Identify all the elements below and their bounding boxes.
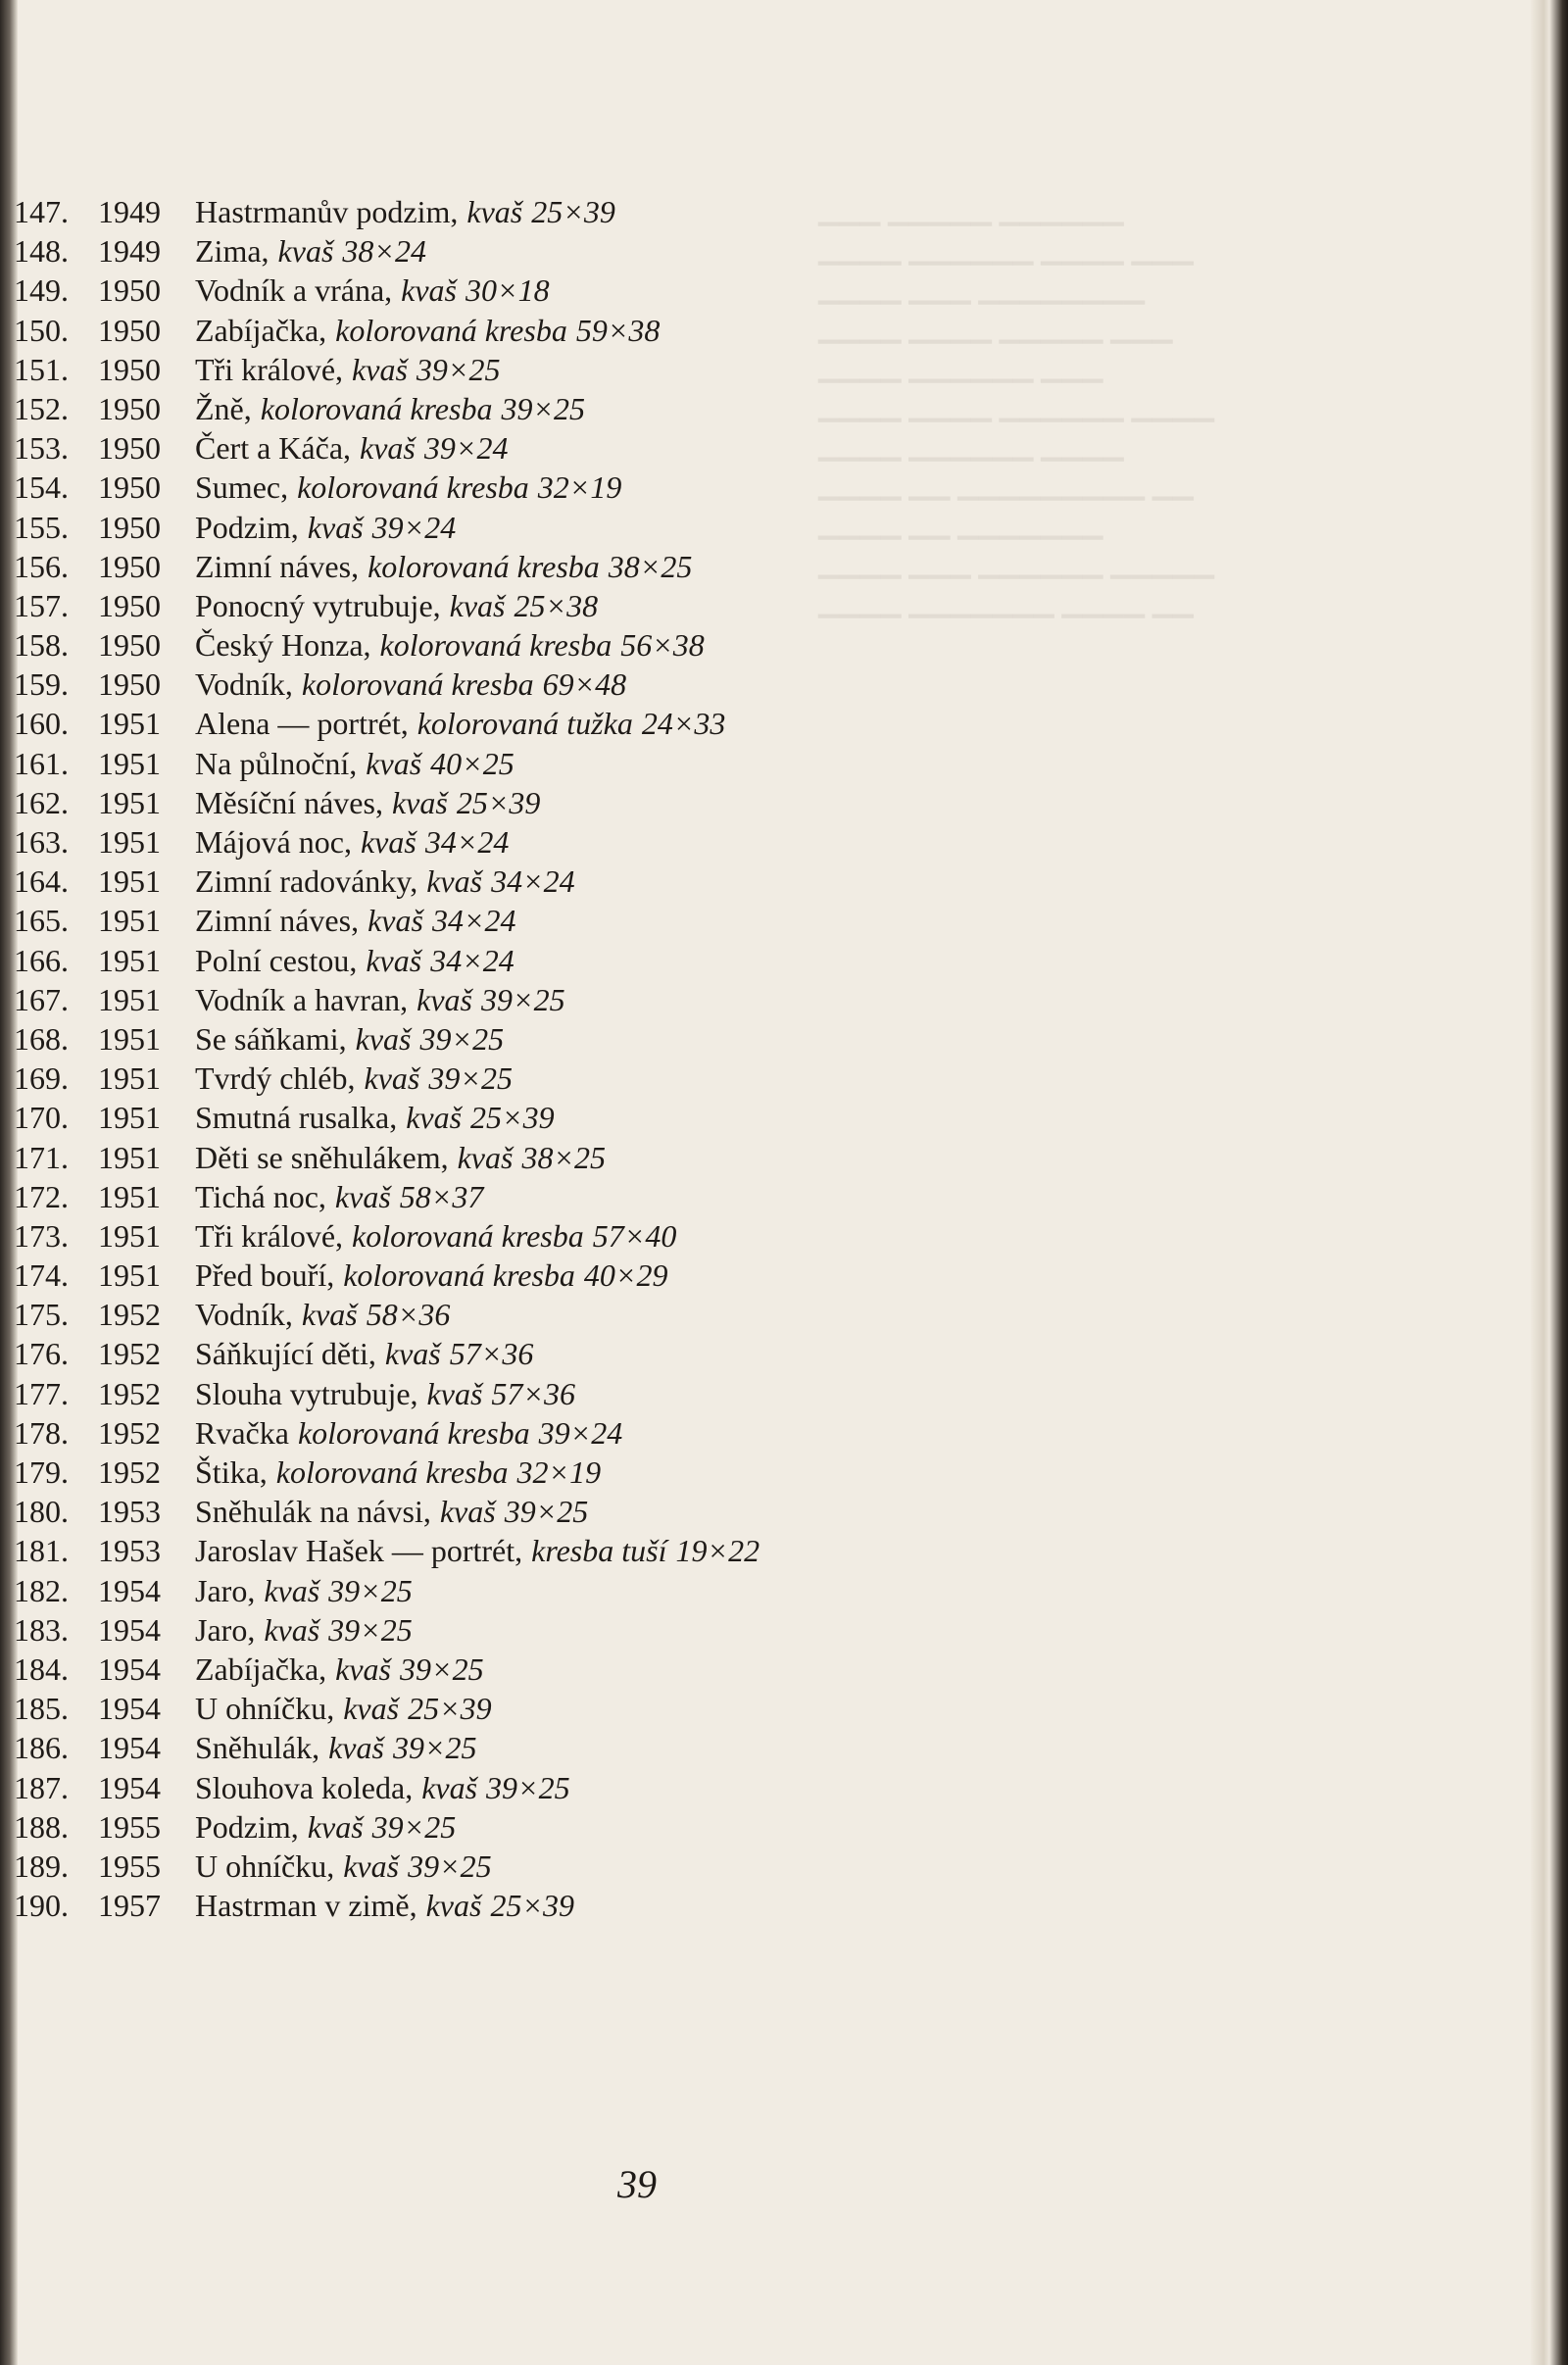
catalogue-entry: [14, 1888, 994, 1927]
entry-number: 189.: [14, 1848, 69, 1884]
entry-number: 152.: [14, 390, 69, 426]
entry-number: 151.: [14, 351, 69, 387]
entry-year: 1950: [98, 627, 161, 664]
entry-number: 177.: [14, 1375, 69, 1411]
entry-title: Vodník a havran,: [195, 981, 409, 1017]
entry-year: 1952: [98, 1414, 161, 1451]
entry-title: Jaro,: [195, 1572, 256, 1608]
entry-dimensions: 39×25: [481, 981, 565, 1017]
entry-number: 173.: [14, 1217, 69, 1254]
entry-year: 1949: [98, 194, 161, 229]
entry-number: 169.: [14, 1060, 69, 1097]
entry-technique: kvaš: [426, 1375, 483, 1411]
entry-year: 1951: [98, 1139, 161, 1175]
entry-title: Se sáňkami,: [195, 1020, 347, 1057]
entry-technique: kvaš: [391, 784, 448, 820]
entry-dimensions: 25×39: [490, 1888, 575, 1924]
catalogue-entry: [14, 352, 994, 391]
catalogue-entry: [14, 1691, 994, 1730]
entry-year: 1955: [98, 1808, 161, 1845]
entry-dimensions: 19×22: [675, 1533, 760, 1569]
entry-title: Podzim,: [195, 1808, 299, 1845]
entry-number: 181.: [14, 1533, 69, 1569]
page-number: 39: [617, 2162, 657, 2206]
entry-title: Měsíční náves,: [195, 784, 383, 820]
entry-year: 1951: [98, 942, 161, 978]
entry-number: 170.: [14, 1100, 69, 1136]
entry-year: 1954: [98, 1651, 161, 1687]
catalogue-entry: [14, 194, 994, 233]
entry-number: 157.: [14, 587, 69, 623]
catalogue-entry: [14, 1218, 994, 1257]
catalogue-entry: [14, 863, 994, 903]
entry-year: 1952: [98, 1336, 161, 1372]
entry-technique: kvaš: [366, 745, 422, 781]
entry-number: 175.: [14, 1297, 69, 1333]
entry-number: 182.: [14, 1572, 69, 1608]
entry-number: 155.: [14, 509, 69, 545]
entry-number: 149.: [14, 272, 69, 309]
catalogue-entry: [14, 233, 994, 272]
catalogue-entry: [14, 1100, 994, 1139]
entry-year: 1951: [98, 903, 161, 939]
entry-title: Alena — portrét,: [195, 706, 409, 742]
entry-title: Sněhulák na návsi,: [195, 1494, 431, 1530]
entry-title: Ponocný vytrubuje,: [195, 587, 441, 623]
entry-title: Žně,: [195, 390, 252, 426]
catalogue-entry: [14, 1573, 994, 1612]
entry-technique: kvaš: [264, 1611, 320, 1648]
entry-title: Tři králové,: [195, 1217, 344, 1254]
entry-year: 1951: [98, 981, 161, 1017]
entry-dimensions: 39×25: [486, 1769, 570, 1805]
entry-year: 1950: [98, 351, 161, 387]
entry-technique: kolorovaná kresba: [275, 1454, 509, 1490]
entry-year: 1957: [98, 1888, 161, 1924]
entry-title: Zima,: [195, 233, 270, 270]
entry-year: 1950: [98, 469, 161, 506]
catalogue-entry: [14, 627, 994, 666]
entry-number: 162.: [14, 784, 69, 820]
catalogue-entry: [14, 510, 994, 549]
entry-technique: kvaš: [335, 1651, 391, 1687]
catalogue-entry: [14, 1848, 994, 1888]
entry-technique: kvaš: [426, 863, 483, 900]
entry-title: U ohníčku,: [195, 1691, 335, 1727]
entry-dimensions: 38×25: [608, 548, 693, 584]
entry-year: 1950: [98, 666, 161, 703]
entry-title: Slouhova koleda,: [195, 1769, 414, 1805]
entry-year: 1950: [98, 312, 161, 348]
catalogue-entry: [14, 1297, 994, 1336]
entry-year: 1954: [98, 1769, 161, 1805]
catalogue-entry: [14, 430, 994, 469]
entry-technique: kvaš: [366, 942, 422, 978]
entry-year: 1951: [98, 1100, 161, 1136]
entry-technique: kvaš: [277, 233, 334, 270]
entry-number: 161.: [14, 745, 69, 781]
entry-technique: kvaš: [360, 430, 416, 467]
catalogue-entry: [14, 391, 994, 430]
entry-title: Tichá noc,: [195, 1178, 326, 1214]
entry-year: 1952: [98, 1297, 161, 1333]
catalogue-entry: [14, 666, 994, 706]
entry-title: Na půlnoční,: [195, 745, 358, 781]
entry-number: 148.: [14, 233, 69, 270]
entry-technique: kvaš: [360, 824, 416, 860]
entry-title: Jaro,: [195, 1611, 256, 1648]
entry-technique: kolorovaná tužka: [416, 706, 633, 742]
catalogue-entry: [14, 1179, 994, 1218]
catalogue-entry: [14, 1730, 994, 1769]
entry-title: Zabíjačka,: [195, 312, 327, 348]
entry-number: 184.: [14, 1651, 69, 1687]
catalogue-entry: [14, 1494, 994, 1533]
entry-year: 1952: [98, 1375, 161, 1411]
entry-number: 176.: [14, 1336, 69, 1372]
entry-title: Májová noc,: [195, 824, 352, 860]
entry-technique: kvaš: [352, 351, 408, 387]
entry-dimensions: 39×24: [423, 430, 509, 467]
catalogue-entry: [14, 1021, 994, 1060]
catalogue-entry: [14, 785, 994, 824]
catalogue-entry: [14, 1612, 994, 1651]
entry-title: Děti se sněhulákem,: [195, 1139, 449, 1175]
entry-dimensions: 39×25: [419, 1020, 505, 1057]
entry-dimensions: 34×24: [424, 824, 510, 860]
entry-title: Hastrman v zimě,: [195, 1888, 417, 1924]
entry-number: 167.: [14, 981, 69, 1017]
entry-dimensions: 59×38: [575, 312, 661, 348]
entry-year: 1951: [98, 1020, 161, 1057]
entry-year: 1951: [98, 1178, 161, 1214]
catalogue-entry: [14, 1454, 994, 1494]
entry-technique: kolorovaná kresba: [335, 312, 567, 348]
entry-technique: kvaš: [334, 1178, 391, 1214]
entry-number: 165.: [14, 903, 69, 939]
catalogue-entry: [14, 1376, 994, 1415]
page-edge-shadow: [1531, 0, 1568, 2365]
entry-year: 1949: [98, 233, 161, 270]
entry-number: 150.: [14, 312, 69, 348]
entry-year: 1953: [98, 1494, 161, 1530]
entry-technique: kvaš: [416, 981, 472, 1017]
show-through-texture: ▁▁▁ ▁▁▁▁▁ ▁▁▁▁▁▁ ▁▁▁▁ ▁▁▁▁▁▁ ▁▁▁▁ ▁▁▁ ▁▁▁▁ ▁▁▁ ▁▁▁▁▁▁▁▁ ▁▁▁▁ ▁▁▁▁ ▁▁▁▁▁ ▁▁▁ ▁▁▁▁ ▁▁▁▁▁▁ ▁▁▁ ▁▁▁▁ ▁▁▁▁ ▁▁▁▁▁▁ ▁▁▁▁ ▁▁▁▁ ▁▁▁▁▁▁ ▁▁▁▁ ▁▁▁▁ ▁▁ ▁▁▁▁▁▁▁▁▁ ▁▁ ▁▁▁▁ ▁▁ ▁▁▁▁▁▁▁ ▁▁▁▁ ▁▁▁ ▁▁▁▁▁▁ ▁▁▁▁▁ ▁▁▁▁ ▁▁▁▁▁▁▁ ▁▁▁▁ ▁▁: [818, 196, 1215, 617]
entry-number: 188.: [14, 1808, 69, 1845]
entry-dimensions: 30×18: [466, 272, 550, 309]
entry-dimensions: 25×39: [456, 784, 541, 820]
entry-year: 1950: [98, 509, 161, 545]
entry-year: 1954: [98, 1611, 161, 1648]
entry-year: 1950: [98, 390, 161, 426]
catalogue-entry: [14, 1651, 994, 1691]
entry-year: 1951: [98, 706, 161, 742]
entry-technique: kvaš: [457, 1139, 514, 1175]
catalogue-entry: [14, 824, 994, 863]
entry-dimensions: 32×19: [537, 469, 622, 506]
catalogue-entry: [14, 1257, 994, 1297]
entry-dimensions: 58×36: [366, 1297, 451, 1333]
entry-dimensions: 24×33: [641, 706, 726, 742]
entry-technique: kolorovaná kresba: [343, 1257, 575, 1294]
entry-title: Zabíjačka,: [195, 1651, 327, 1687]
entry-technique: kvaš: [466, 194, 523, 229]
entry-title: Vodník,: [195, 666, 293, 703]
entry-title: Sněhulák,: [195, 1730, 320, 1766]
entry-dimensions: 69×48: [542, 666, 627, 703]
entry-year: 1951: [98, 1060, 161, 1097]
catalogue-entry: [14, 1533, 994, 1572]
entry-title: Sáňkující děti,: [195, 1336, 376, 1372]
entry-technique: kvaš: [368, 903, 423, 939]
entry-title: Vodník,: [195, 1297, 293, 1333]
entry-technique: kvaš: [384, 1336, 441, 1372]
entry-dimensions: 39×25: [371, 1808, 457, 1845]
entry-technique: kvaš: [439, 1494, 496, 1530]
entry-dimensions: 56×38: [620, 627, 705, 664]
entry-title: Smutná rusalka,: [195, 1100, 398, 1136]
entry-year: 1950: [98, 272, 161, 309]
catalogue-entry: [14, 943, 994, 982]
entry-title: Štika,: [195, 1454, 268, 1490]
entry-technique: kolorovaná kresba: [297, 469, 529, 506]
entry-year: 1951: [98, 863, 161, 900]
entry-dimensions: 57×40: [592, 1217, 677, 1254]
entry-number: 166.: [14, 942, 69, 978]
entry-technique: kvaš: [307, 509, 364, 545]
entry-technique: kvaš: [364, 1060, 420, 1097]
entry-dimensions: 58×37: [399, 1178, 484, 1214]
entry-dimensions: 25×39: [470, 1100, 555, 1136]
entry-technique: kolorovaná kresba: [368, 548, 600, 584]
entry-year: 1950: [98, 587, 161, 623]
entry-dimensions: 25×39: [408, 1691, 492, 1727]
entry-year: 1951: [98, 824, 161, 860]
entry-technique: kvaš: [355, 1020, 412, 1057]
entry-year: 1950: [98, 548, 161, 584]
entry-title: Čert a Káča,: [195, 430, 352, 467]
entry-dimensions: 39×24: [538, 1414, 623, 1451]
entry-dimensions: 39×25: [504, 1494, 589, 1530]
entry-dimensions: 34×24: [430, 942, 514, 978]
entry-number: 158.: [14, 627, 69, 664]
entry-number: 178.: [14, 1414, 69, 1451]
entry-number: 156.: [14, 548, 69, 584]
entry-number: 160.: [14, 706, 69, 742]
entry-number: 187.: [14, 1769, 69, 1805]
entry-technique: kvaš: [401, 272, 457, 309]
entry-number: 163.: [14, 824, 69, 860]
entry-dimensions: 57×36: [491, 1375, 575, 1411]
entry-year: 1950: [98, 430, 161, 467]
entry-title: Tvrdý chléb,: [195, 1060, 356, 1097]
entry-year: 1954: [98, 1691, 161, 1727]
entry-number: 154.: [14, 469, 69, 506]
entry-title: Sumec,: [195, 469, 289, 506]
entry-dimensions: 40×25: [430, 745, 514, 781]
catalogue-entry: [14, 549, 994, 588]
entry-title: Polní cestou,: [195, 942, 358, 978]
entry-year: 1954: [98, 1572, 161, 1608]
entry-dimensions: 39×25: [392, 1730, 477, 1766]
entry-dimensions: 39×25: [408, 1848, 492, 1884]
entry-title: Zimní náves,: [195, 548, 360, 584]
entry-number: 190.: [14, 1888, 69, 1924]
catalogue-entry: [14, 1060, 994, 1100]
entry-technique: kvaš: [449, 587, 506, 623]
entry-dimensions: 39×25: [328, 1611, 413, 1648]
entry-title: Zimní radovánky,: [195, 863, 418, 900]
entry-dimensions: 57×36: [449, 1336, 534, 1372]
entry-technique: kvaš: [425, 1888, 482, 1924]
entry-technique: kvaš: [343, 1848, 400, 1884]
entry-number: 171.: [14, 1139, 69, 1175]
entry-number: 185.: [14, 1691, 69, 1727]
catalogue-entry: [14, 1415, 994, 1454]
entry-technique: kolorovaná kresba: [297, 1414, 530, 1451]
entry-dimensions: 39×25: [328, 1572, 413, 1608]
entry-year: 1951: [98, 745, 161, 781]
entry-dimensions: 38×25: [521, 1139, 607, 1175]
entry-title: Vodník a vrána,: [195, 272, 393, 309]
catalogue-entry: [14, 469, 994, 509]
entry-technique: kvaš: [343, 1691, 400, 1727]
entry-dimensions: 39×24: [371, 509, 457, 545]
entry-year: 1954: [98, 1730, 161, 1766]
entry-year: 1951: [98, 1217, 161, 1254]
entry-number: 168.: [14, 1020, 69, 1057]
catalogue-entry: [14, 1140, 994, 1179]
entry-title: Tři králové,: [195, 351, 344, 387]
entry-number: 180.: [14, 1494, 69, 1530]
entry-dimensions: 25×38: [514, 587, 599, 623]
catalogue-entry: [14, 903, 994, 942]
entry-dimensions: 34×24: [491, 863, 575, 900]
entry-dimensions: 40×29: [583, 1257, 668, 1294]
entry-number: 183.: [14, 1611, 69, 1648]
entry-title: Podzim,: [195, 509, 299, 545]
entry-technique: kolorovaná kresba: [260, 390, 493, 426]
catalogue-list: [14, 194, 994, 1927]
catalogue-entry: [14, 588, 994, 627]
entry-title: Český Honza,: [195, 627, 371, 664]
entry-title: Rvačka: [195, 1414, 289, 1451]
entry-year: 1955: [98, 1848, 161, 1884]
entry-number: 186.: [14, 1730, 69, 1766]
entry-technique: kvaš: [307, 1808, 364, 1845]
entry-number: 174.: [14, 1257, 69, 1294]
entry-technique: kolorovaná kresba: [379, 627, 612, 664]
catalogue-entry: [14, 746, 994, 785]
entry-dimensions: 38×24: [342, 233, 426, 270]
catalogue-entry: [14, 1770, 994, 1809]
entry-technique: kolorovaná kresba: [301, 666, 534, 703]
entry-technique: kvaš: [301, 1297, 358, 1333]
entry-title: Zimní náves,: [195, 903, 360, 939]
entry-dimensions: 34×24: [431, 903, 516, 939]
entry-year: 1952: [98, 1454, 161, 1490]
entry-number: 164.: [14, 863, 69, 900]
entry-year: 1951: [98, 1257, 161, 1294]
entry-number: 172.: [14, 1178, 69, 1214]
entry-technique: kresba tuší: [531, 1533, 667, 1569]
entry-year: 1951: [98, 784, 161, 820]
entry-technique: kvaš: [406, 1100, 463, 1136]
catalogue-entry: [14, 1336, 994, 1375]
entry-title: Jaroslav Hašek — portrét,: [195, 1533, 523, 1569]
entry-number: 179.: [14, 1454, 69, 1490]
catalogue-entry: [14, 1809, 994, 1848]
entry-title: U ohníčku,: [195, 1848, 335, 1884]
entry-dimensions: 39×25: [428, 1060, 513, 1097]
catalogue-entry: [14, 706, 994, 745]
entry-dimensions: 39×25: [416, 351, 501, 387]
entry-technique: kvaš: [264, 1572, 320, 1608]
entry-dimensions: 32×19: [516, 1454, 602, 1490]
catalogue-entry: [14, 982, 994, 1021]
entry-title: Slouha vytrubuje,: [195, 1375, 418, 1411]
entry-technique: kolorovaná kresba: [352, 1217, 584, 1254]
entry-technique: kvaš: [328, 1730, 384, 1766]
entry-title: Hastrmanův podzim,: [195, 194, 459, 229]
entry-technique: kvaš: [421, 1769, 478, 1805]
entry-title: Před bouří,: [195, 1257, 335, 1294]
entry-dimensions: 39×25: [400, 1651, 484, 1687]
entry-dimensions: 39×25: [501, 390, 586, 426]
entry-year: 1953: [98, 1533, 161, 1569]
entry-number: 159.: [14, 666, 69, 703]
catalogue-entry: [14, 313, 994, 352]
entry-dimensions: 25×39: [531, 194, 615, 229]
entry-number: 153.: [14, 430, 69, 467]
entry-number: 147.: [14, 194, 69, 229]
catalogue-entry: [14, 272, 994, 312]
